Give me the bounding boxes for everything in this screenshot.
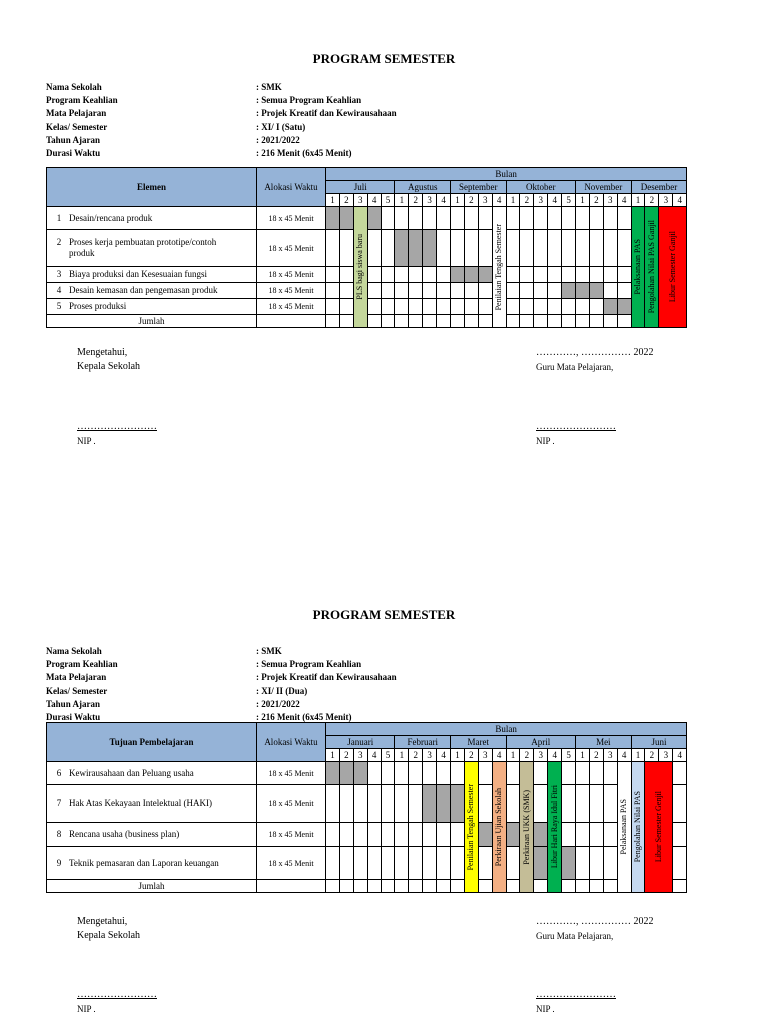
table-row-alokasi: 18 x 45 Menit [257,299,326,315]
info-key: Nama Sekolah [46,82,102,92]
week-number: 4 [617,749,631,762]
month-header: Januari [326,736,395,749]
week-number: 5 [381,749,395,762]
month-header: September [451,181,507,194]
signature-right-semester-2: …………, …………… 2022 Guru Mata Pelajaran, [536,916,654,941]
info-key: Program Keahlian [46,659,118,670]
page-title-semester-1: PROGRAM SEMESTER [312,51,456,66]
info-block-semester-1 [46,81,397,160]
info-value: : XI/ II (Dua) [256,685,308,696]
info-value: : Projek Kreatif dan Kewirausahaan [256,108,397,119]
week-number: 4 [548,749,562,762]
info-value: : SMK [256,646,282,656]
week-number: 5 [562,194,576,207]
table-row-desc: 4 Desain kemasan dan pengemasan produk [47,283,257,299]
month-header: November [576,181,632,194]
info-value: : 2021/2022 [256,134,300,145]
page-title-semester-2: PROGRAM SEMESTER [312,607,456,622]
week-number: 1 [576,194,590,207]
info-key: Mata Pelajaran [46,108,107,119]
info-block-semester-2 [46,645,397,724]
week-number: 2 [409,749,423,762]
info-value: : Projek Kreatif dan Kewirausahaan [256,672,397,683]
info-key: Program Keahlian [46,95,118,106]
week-number: 1 [395,749,409,762]
table-row-alokasi: 18 x 45 Menit [257,823,326,847]
header-alokasi-waktu: Alokasi Waktu [257,168,326,207]
header-elemen: Elemen [47,168,257,207]
week-number: 5 [562,749,576,762]
table-row-alokasi: 18 x 45 Menit [257,762,326,785]
week-number: 3 [659,749,673,762]
signature-nip-left-semester-2: …………………… NIP . [77,989,157,1014]
event-olah: Pengolahan Nilai PAS [631,762,645,893]
week-number: 4 [492,194,506,207]
signature-nip-right-semester-1: …………………… NIP . [536,421,616,446]
month-header: Oktober [506,181,575,194]
month-header: Juli [326,181,395,194]
week-number: 3 [423,749,437,762]
month-header: Mei [576,736,632,749]
week-number: 1 [506,749,520,762]
week-number: 3 [659,194,673,207]
week-number: 3 [534,749,548,762]
schedule-table-semester-2 [46,722,687,893]
week-number: 2 [464,194,478,207]
week-number: 2 [520,749,534,762]
month-header: Februari [395,736,451,749]
table-row-desc: 8 Rencana usaha (business plan) [47,823,257,847]
week-number: 2 [645,749,659,762]
week-number: 2 [589,194,603,207]
signature-left-semester-2: Mengetahui, Kepala Sekolah [77,916,141,941]
week-number: 4 [617,194,631,207]
signature-nip-right-semester-2: …………………… NIP . [536,989,616,1014]
week-number: 3 [603,194,617,207]
info-value: : 2021/2022 [256,698,300,709]
event-mpls: PLS bagi siswa baru [353,207,367,328]
month-header: April [506,736,575,749]
week-number: 4 [673,749,687,762]
jumlah-label: Jumlah [47,315,257,328]
month-header: Desember [631,181,687,194]
week-number: 1 [576,749,590,762]
signature-right-semester-1: …………, …………… 2022 Guru Mata Pelajaran, [536,347,654,372]
info-key: Tahun Ajaran [46,134,100,145]
week-number: 5 [381,194,395,207]
week-number: 4 [367,194,381,207]
event-pas: Pelaksanaan PAS [631,207,645,328]
event-idul-fitri: Libur Hari Raya Idul Fitri [548,762,562,893]
info-value: : SMK [256,82,282,92]
info-value: : Semua Program Keahlian [256,659,362,670]
week-number: 3 [603,749,617,762]
table-row-alokasi: 18 x 45 Menit [257,230,326,267]
info-key: Kelas/ Semester [46,685,108,696]
week-number: 4 [367,749,381,762]
month-header: Maret [451,736,507,749]
info-key: Nama Sekolah [46,646,102,656]
table-row-desc: 9 Teknik pemasaran dan Laporan keuangan [47,847,257,880]
info-key: Tahun Ajaran [46,698,100,709]
event-pas: Pelaksanaan PAS [617,762,631,893]
week-number: 2 [339,749,353,762]
week-number: 1 [326,194,340,207]
event-libur: Libur Semester Ganjil [659,207,687,328]
header-bulan: Bulan [326,168,687,181]
table-row-desc: 5 Proses produksi [47,299,257,315]
week-number: 2 [589,749,603,762]
event-libur: Libur Semester Genjil [645,762,673,893]
week-number: 3 [478,749,492,762]
table-row-alokasi: 18 x 45 Menit [257,283,326,299]
week-number: 1 [395,194,409,207]
week-number: 3 [353,194,367,207]
week-number: 2 [520,194,534,207]
week-number: 4 [437,194,451,207]
month-header: Juni [631,736,687,749]
week-number: 2 [464,749,478,762]
week-number: 1 [631,749,645,762]
week-number: 3 [423,194,437,207]
table-row-desc: 2 Proses kerja pembuatan prototipe/contoh produk [47,230,257,267]
table-row-alokasi: 18 x 45 Menit [257,207,326,230]
header-alokasi-waktu: Alokasi Waktu [257,723,326,762]
event-pts: Penilaian Tengah Semester [464,762,478,893]
week-number: 1 [326,749,340,762]
info-key: Kelas/ Semester [46,121,108,132]
event-olah: Pengolahan Nilai PAS Ganjil [645,207,659,328]
schedule-table-semester-1 [46,167,687,328]
week-number: 1 [506,194,520,207]
week-number: 1 [451,194,465,207]
event-pts: Penilaian Tengah Semester [492,207,506,328]
table-row-alokasi: 18 x 45 Menit [257,785,326,823]
week-number: 4 [548,194,562,207]
week-number: 1 [451,749,465,762]
week-number: 4 [492,749,506,762]
week-number: 2 [409,194,423,207]
table-row-alokasi: 18 x 45 Menit [257,847,326,880]
info-key: Durasi Waktu [46,148,101,159]
week-number: 3 [534,194,548,207]
table-row-desc: 7 Hak Atas Kekayaan Intelektual (HAKI) [47,785,257,823]
week-number: 2 [339,194,353,207]
signature-nip-left-semester-1: …………………… NIP . [77,421,157,446]
header-bulan: Bulan [326,723,687,736]
month-header: Agustus [395,181,451,194]
header-tujuan-pembelajaran: Tujuan Pembelajaran [47,723,257,762]
week-number: 2 [645,194,659,207]
info-value: : XI/ I (Satu) [256,121,306,132]
week-number: 3 [353,749,367,762]
table-row-desc: 1 Desain/rencana produk [47,207,257,230]
week-number: 4 [437,749,451,762]
table-row-desc: 3 Biaya produksi dan Kesesuaian fungsi [47,267,257,283]
week-number: 4 [673,194,687,207]
jumlah-label: Jumlah [47,880,257,893]
info-key: Mata Pelajaran [46,672,107,683]
info-value: : 216 Menit (6x45 Menit) [256,148,352,159]
week-number: 1 [631,194,645,207]
signature-left-semester-1: Mengetahui, Kepala Sekolah [77,347,141,372]
info-value: : 216 Menit (6x45 Menit) [256,712,352,723]
table-row-alokasi: 18 x 45 Menit [257,267,326,283]
event-ukk: Perkiraan UKK (SMK) [520,762,534,893]
table-row-desc: 6 Kewirausahaan dan Peluang usaha [47,762,257,785]
info-value: : Semua Program Keahlian [256,95,362,106]
week-number: 3 [478,194,492,207]
event-ujian-sekolah: Perkiraan Ujian Sekolah [492,762,506,893]
info-key: Durasi Waktu [46,712,101,723]
